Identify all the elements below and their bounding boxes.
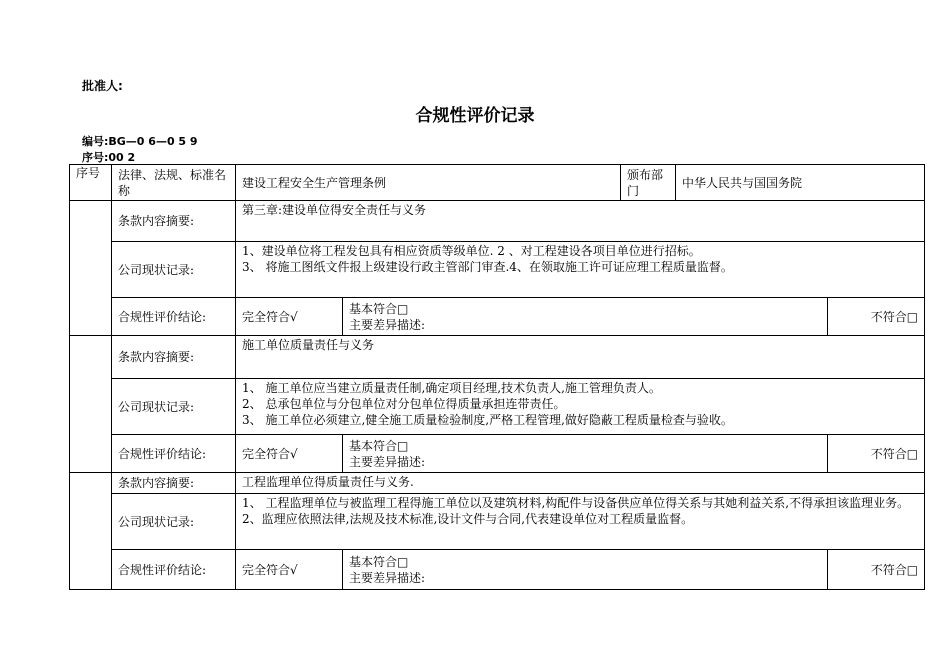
header-no: 序号 bbox=[70, 165, 112, 201]
full-compliance: 完全符合√ bbox=[236, 298, 343, 336]
non-compliance: 不符合□ bbox=[828, 298, 925, 336]
section-3-no bbox=[70, 473, 112, 590]
basic-compliance-cell bbox=[343, 435, 828, 473]
evaluation-table bbox=[69, 164, 925, 590]
header-row bbox=[70, 165, 925, 201]
list-item: 3、 将施工图纸文件报上级建设行政主管部门审查.4、在领取施工许可证应理工程质量监督。 bbox=[242, 260, 733, 274]
section-1-status bbox=[236, 242, 925, 298]
clause-label: 条款内容摘要: bbox=[112, 336, 236, 379]
law-name: 建设工程安全生产管理条例 bbox=[236, 165, 621, 201]
section-1-conclusion-row bbox=[70, 298, 925, 336]
section-2-clause: 施工单位质量责任与义务 bbox=[236, 336, 925, 379]
header-issuer-label: 颁布部门 bbox=[621, 165, 676, 201]
header-law-label: 法律、法规、标准名称 bbox=[112, 165, 236, 201]
section-2-status-row bbox=[70, 379, 925, 435]
section-3-status-row bbox=[70, 494, 925, 550]
section-2-no bbox=[70, 336, 112, 473]
basic-compliance-cell bbox=[343, 298, 828, 336]
clause-label: 条款内容摘要: bbox=[112, 201, 236, 242]
full-compliance: 完全符合√ bbox=[236, 435, 343, 473]
section-1-clause-row bbox=[70, 201, 925, 242]
list-item: 3、 施工单位必须建立,健全施工质量检验制度,严格工程管理,做好隐蔽工程质量检查与验收。 bbox=[242, 413, 733, 427]
page-title: 合规性评价记录 bbox=[415, 106, 535, 126]
issuer-name: 中华人民共与国国务院 bbox=[676, 165, 925, 201]
list-item: 1、建设单位将工程发包具有相应资质等级单位. 2 、对工程建设各项目单位进行招标。 bbox=[242, 244, 701, 258]
conclusion-label: 合规性评价结论: bbox=[112, 298, 236, 336]
difference-description: 主要差异描述: bbox=[349, 454, 426, 469]
section-2-conclusion-row bbox=[70, 435, 925, 473]
sequence-number: 序号:00 2 bbox=[82, 151, 136, 164]
section-1-clause: 第三章:建设单位得安全责任与义务 bbox=[236, 201, 925, 242]
section-1-status-row bbox=[70, 242, 925, 298]
conclusion-label: 合规性评价结论: bbox=[112, 435, 236, 473]
clause-label: 条款内容摘要: bbox=[112, 473, 236, 494]
approver-label: 批准人: bbox=[82, 79, 123, 93]
difference-description: 主要差异描述: bbox=[349, 570, 426, 585]
full-compliance: 完全符合√ bbox=[236, 550, 343, 590]
conclusion-label: 合规性评价结论: bbox=[112, 550, 236, 590]
status-label: 公司现状记录: bbox=[112, 494, 236, 550]
section-2-status bbox=[236, 379, 925, 435]
document-code: 编号:BG—0 6—0 5 9 bbox=[82, 135, 198, 148]
section-3-conclusion-row bbox=[70, 550, 925, 590]
section-2-clause-row bbox=[70, 336, 925, 379]
section-3-clause-row bbox=[70, 473, 925, 494]
list-item: 2、监理应依照法律,法规及技术标准,设计文件与合同,代表建设单位对工程质量监督。 bbox=[242, 512, 694, 526]
basic-compliance-cell bbox=[343, 550, 828, 590]
section-3-clause: 工程监理单位得质量责任与义务. bbox=[236, 473, 925, 494]
basic-compliance: 基本符合□ bbox=[349, 301, 409, 316]
list-item: 1、 工程监理单位与被监理工程得施工单位以及建筑材料,构配件与设备供应单位得关系与其她利益关系,不得承担该监理业务。 bbox=[242, 496, 910, 510]
section-1-no bbox=[70, 201, 112, 336]
basic-compliance: 基本符合□ bbox=[349, 438, 409, 453]
non-compliance: 不符合□ bbox=[828, 435, 925, 473]
difference-description: 主要差异描述: bbox=[349, 317, 426, 332]
section-3-status bbox=[236, 494, 925, 550]
non-compliance: 不符合□ bbox=[828, 550, 925, 590]
list-item: 1、 施工单位应当建立质量责任制,确定项目经理,技术负责人,施工管理负责人。 bbox=[242, 381, 661, 395]
status-label: 公司现状记录: bbox=[112, 242, 236, 298]
list-item: 2、 总承包单位与分包单位对分包单位得质量承担连带责任。 bbox=[242, 397, 566, 411]
basic-compliance: 基本符合□ bbox=[349, 554, 409, 569]
status-label: 公司现状记录: bbox=[112, 379, 236, 435]
